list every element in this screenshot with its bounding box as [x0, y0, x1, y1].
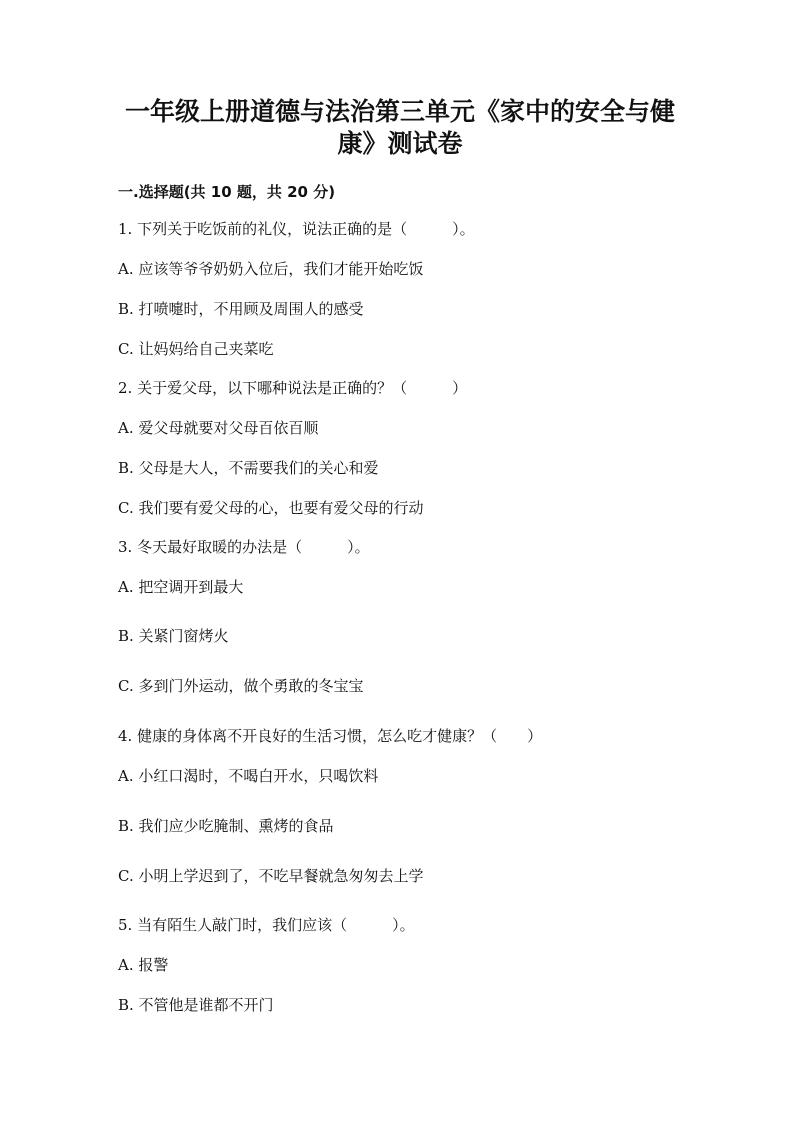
- question-3-stem: 3. 冬天最好取暖的办法是（ ）。: [118, 538, 370, 556]
- question-4-option-b: B. 我们应少吃腌制、熏烤的食品: [118, 817, 334, 835]
- question-1-option-c: C. 让妈妈给自己夹菜吃: [118, 340, 274, 358]
- section-header: 一.选择题(共 10 题，共 20 分): [118, 183, 336, 201]
- question-1-stem: 1. 下列关于吃饭前的礼仪，说法正确的是（ ）。: [118, 220, 475, 238]
- question-2-stem: 2. 关于爱父母，以下哪种说法是正确的？（ ）: [118, 379, 468, 397]
- question-3-option-a: A. 把空调开到最大: [118, 578, 244, 596]
- question-5-option-b: B. 不管他是谁都不开门: [118, 996, 274, 1014]
- question-4-option-a: A. 小红口渴时，不喝白开水，只喝饮料: [118, 767, 379, 785]
- page-title: 一年级上册道德与法治第三单元《家中的安全与健康》测试卷: [124, 97, 675, 158]
- question-2-option-b: B. 父母是大人，不需要我们的关心和爱: [118, 459, 379, 477]
- question-1-option-a: A. 应该等爷爷奶奶入位后，我们才能开始吃饭: [118, 260, 424, 278]
- question-3-option-c: C. 多到门外运动，做个勇敢的冬宝宝: [118, 677, 364, 695]
- question-4-stem: 4. 健康的身体离不开良好的生活习惯，怎么吃才健康？（ ）: [118, 727, 543, 745]
- question-4-option-c: C. 小明上学迟到了，不吃早餐就急匆匆去上学: [118, 867, 424, 885]
- question-2-option-c: C. 我们要有爱父母的心，也要有爱父母的行动: [118, 499, 424, 517]
- question-1-option-b: B. 打喷嚏时，不用顾及周围人的感受: [118, 300, 364, 318]
- question-5-stem: 5. 当有陌生人敲门时，我们应该（ ）。: [118, 916, 415, 934]
- question-2-option-a: A. 爱父母就要对父母百依百顺: [118, 419, 319, 437]
- question-5-option-a: A. 报警: [118, 956, 169, 974]
- question-3-option-b: B. 关紧门窗烤火: [118, 627, 229, 645]
